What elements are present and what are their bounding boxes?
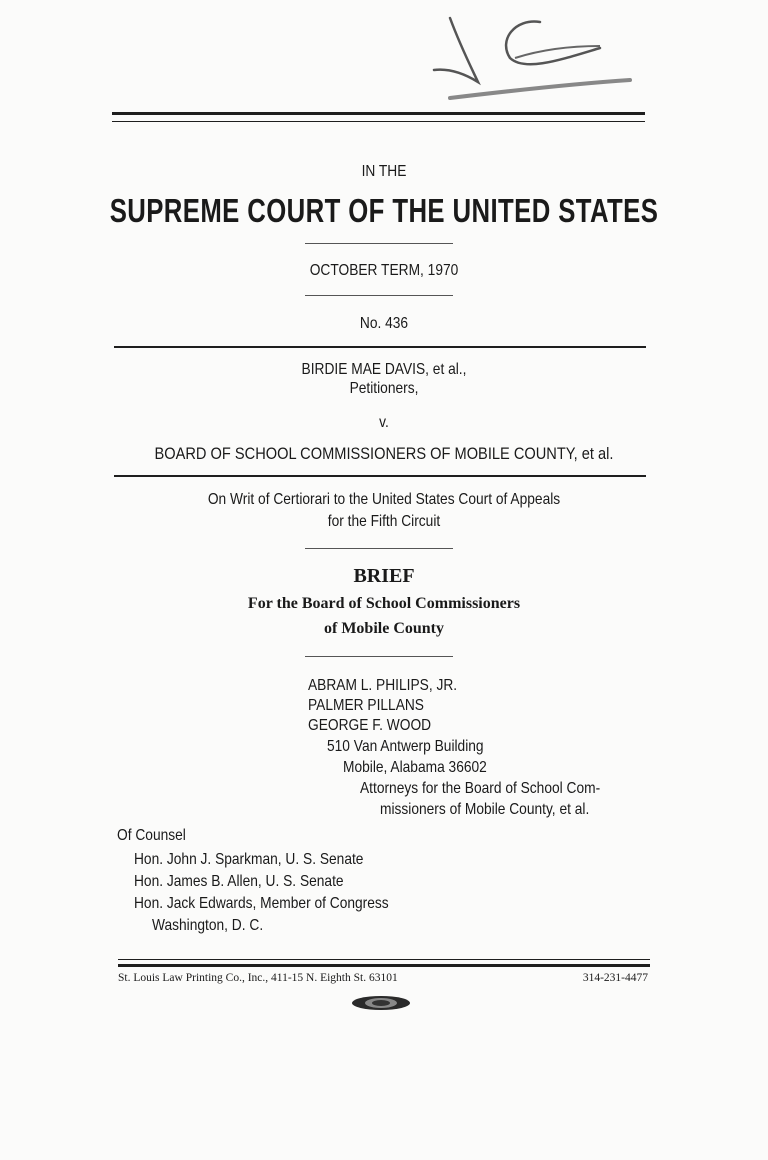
attorney-role-2: missioners of Mobile County, et al. bbox=[380, 801, 590, 818]
attorney-name-2: PALMER PILLANS bbox=[308, 697, 424, 714]
printer-phone: 314-231-4477 bbox=[582, 972, 648, 984]
brief-for-line-1: For the Board of School Commissioners bbox=[247, 595, 521, 612]
divider-4 bbox=[305, 656, 453, 657]
parties-top-rule bbox=[114, 346, 646, 348]
petitioner-role: Petitioners, bbox=[349, 380, 419, 397]
attorney-name-3: GEORGE F. WOOD bbox=[308, 717, 432, 734]
divider-3 bbox=[305, 548, 453, 549]
footer-rule-thick bbox=[118, 964, 650, 967]
counsel-line-1: Hon. John J. Sparkman, U. S. Senate bbox=[134, 851, 364, 868]
brief-for-line-2: of Mobile County bbox=[324, 620, 444, 637]
attorney-name-1: ABRAM L. PHILIPS, JR. bbox=[308, 677, 458, 694]
writ-line-2: for the Fifth Circuit bbox=[327, 513, 441, 530]
union-label-emblem bbox=[350, 992, 412, 1014]
court-title: SUPREME COURT OF THE UNITED STATES bbox=[109, 192, 659, 229]
counsel-heading: Of Counsel bbox=[117, 827, 186, 844]
counsel-line-3: Hon. Jack Edwards, Member of Congress bbox=[134, 895, 389, 912]
printer-footer bbox=[118, 972, 648, 984]
counsel-line-2: Hon. James B. Allen, U. S. Senate bbox=[134, 873, 344, 890]
attorney-address-1: 510 Van Antwerp Building bbox=[327, 738, 484, 755]
parties-bottom-rule bbox=[114, 475, 646, 477]
counsel-line-4: Washington, D. C. bbox=[152, 917, 264, 934]
attorney-role-1: Attorneys for the Board of School Com- bbox=[360, 780, 601, 797]
top-rule-thin bbox=[112, 121, 645, 122]
respondent-name: BOARD OF SCHOOL COMMISSIONERS OF MOBILE COUNTY, et al. bbox=[154, 444, 614, 463]
brief-title: BRIEF bbox=[353, 565, 415, 587]
top-rule-thick bbox=[112, 112, 645, 115]
attorney-address-2: Mobile, Alabama 36602 bbox=[343, 759, 487, 776]
term-label: OCTOBER TERM, 1970 bbox=[309, 262, 459, 279]
printer-name: St. Louis Law Printing Co., Inc., 411-15 N. Eighth St. 63101 bbox=[118, 972, 398, 984]
petitioner-name: BIRDIE MAE DAVIS, et al., bbox=[301, 361, 467, 378]
divider-1 bbox=[305, 243, 453, 244]
case-number: No. 436 bbox=[359, 315, 409, 332]
versus-label: v. bbox=[379, 414, 389, 431]
handwritten-mark bbox=[420, 10, 640, 110]
footer-rule-thin bbox=[118, 959, 650, 960]
writ-line-1: On Writ of Certiorari to the United States Court of Appeals bbox=[207, 491, 561, 508]
divider-2 bbox=[305, 295, 453, 296]
in-the-label: IN THE bbox=[361, 163, 407, 180]
